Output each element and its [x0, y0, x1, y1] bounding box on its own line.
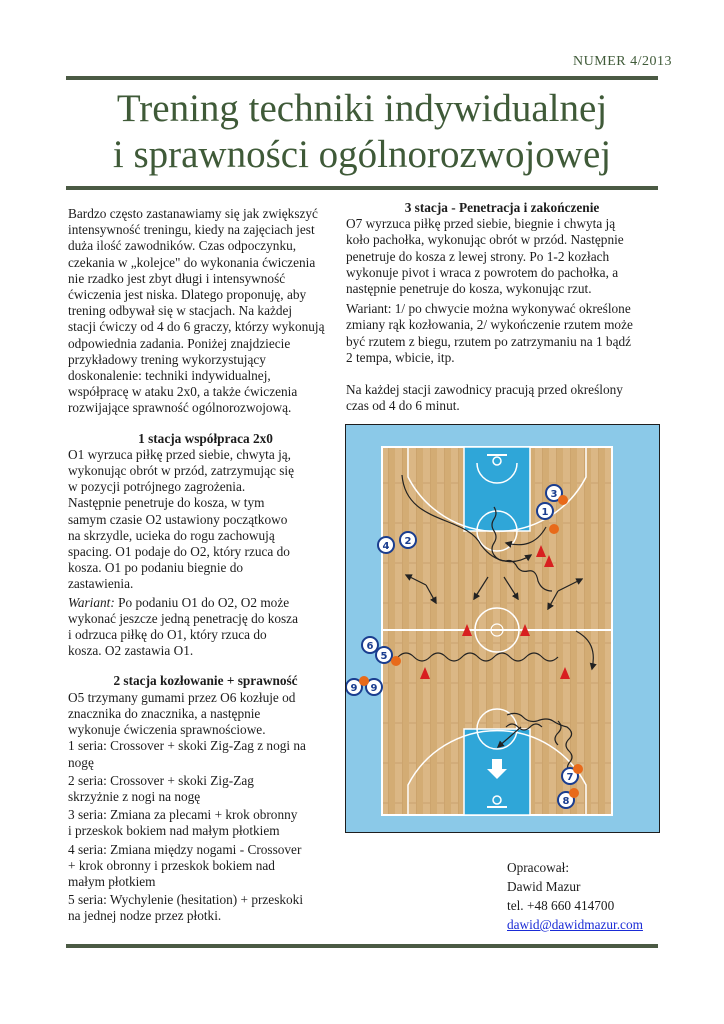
svg-text:6: 6 — [366, 641, 374, 652]
closing-note: Na każdej stacji zawodnicy pracują przed określony czas od 4 do 6 minut. — [346, 382, 623, 414]
author-email-link[interactable]: dawid@dawidmazur.com — [507, 917, 643, 932]
series-5: 5 seria: Wychylenie (hesitation) + przeskoki na jednej nodze przez płotki. — [68, 892, 304, 924]
svg-text:7: 7 — [566, 772, 574, 783]
station3-heading: 3 stacja - Penetracja i zakończenie — [404, 200, 600, 215]
top-rule — [66, 76, 658, 80]
svg-text:8: 8 — [562, 796, 570, 807]
intro-paragraph: Bardzo często zastanawiamy się jak zwiększyć intensywność treningu, kiedy na zajęciach jest duża ilość zawodników. Czas odpoczynku, czekania w „kolejce" do wykonania ćwiczenia nie rzadko jest zbyt długi i intensywność ćwiczenia jest niska. Dlatego proponuję, aby trening odbywał się w stacjach. Na każdej stacji ćwiczy od 4 do 6 graczy, którzy wykonują odpowiednia zadania. Poniżej znajdziecie przykładowy trening wykorzystujący doskonalenie: techniki indywidualnej, współpracę w ataku 2x0, a także ćwiczenia rozwijające sprawność ogólnorozwojową. — [68, 206, 325, 416]
svg-text:4: 4 — [382, 541, 390, 552]
station2-heading: 2 stacja kozłowanie + sprawność — [113, 673, 298, 689]
left-column — [68, 206, 343, 925]
page-title — [66, 86, 658, 178]
author-name: Dawid Mazur — [507, 879, 581, 894]
top-paint — [464, 447, 530, 531]
station3-body: O7 wyrzuca piłkę przed siebie, biegnie i chwyta ją koło pachołka, wykonując obrót w przód. Następnie penetruje do kosza z lewej strony. Po 1-2 kozłach wykonuje pivot i wraca z powrotem do pachołka, a następnie penetruje do kosza, wykonując rzut. — [346, 216, 624, 297]
svg-text:9: 9 — [370, 683, 378, 694]
court-svg — [346, 425, 659, 832]
series-3: 3 seria: Zmiana za plecami + krok obronny i przeskok bokiem nad małym płotkiem — [68, 807, 298, 839]
station1-variant: Wariant: Po podaniu O1 do O2, O2 może wykonać jeszcze jedną penetrację do kosza i odrzuca piłkę do O1, który rzuca do kosza. O2 zastawia O1. — [68, 594, 298, 659]
title-line-2: i sprawności ogólnorozwojowej — [112, 133, 612, 176]
player-5 — [376, 647, 392, 663]
station3-variant: Wariant: 1/ po chwycie można wykonywać określone zmiany rąk kozłowania, 2/ wykończenie rzutem może być rzutem z biegu, rzutem po zatrzymaniu na 1 bądź 2 tempa, wbicie, itp. — [346, 301, 633, 365]
station1-heading: 1 stacja współpraca 2x0 — [138, 430, 273, 446]
bottom-rule — [66, 944, 658, 948]
station1-body: O1 wyrzuca piłkę przed siebie, chwyta ją, wykonując obrót w przód, zatrzymując się w pozycji potrójnego zagrożenia. Następnie penetruje do kosza, w tym samym czasie O2 ustawiony początkowo na skrzydle, ucieka do rogu zachowują spacing. O1 podaje do O2, który rzuca do kosza. O1 po podaniu biegnie do zastawienia. — [68, 446, 294, 592]
svg-text:1: 1 — [541, 507, 549, 518]
title-line-1: Trening techniki indywidualnej — [116, 87, 608, 130]
svg-text:2: 2 — [404, 536, 412, 547]
title-rule — [66, 186, 658, 190]
right-column — [346, 200, 658, 414]
court-diagram — [345, 424, 660, 833]
player-4 — [378, 537, 394, 553]
author-phone: tel. +48 660 414700 — [507, 898, 615, 913]
svg-text:9: 9 — [350, 683, 358, 694]
player-1 — [537, 503, 553, 519]
player-6 — [362, 637, 378, 653]
svg-text:3: 3 — [550, 489, 558, 500]
author-credit — [507, 858, 643, 934]
credit-label: Opracował: — [507, 860, 570, 875]
series-4: 4 seria: Zmiana między nogami - Crossover + krok obronny i przeskok bokiem nad małym płotkiem — [68, 841, 302, 889]
svg-text:5: 5 — [380, 651, 388, 662]
issue-number: NUMER 4/2013 — [573, 54, 672, 69]
series-2: 2 seria: Crossover + skoki Zig-Zag skrzyżnie z nogi na nogę — [68, 772, 254, 804]
player-2 — [400, 532, 416, 548]
station2-body: O5 trzymany gumami przez O6 kozłuje od znacznika do znacznika, a następnie wykonuje ćwiczenia sprawnościowe. — [68, 689, 296, 738]
series-1: 1 seria: Crossover + skoki Zig-Zag z nogi na nogę — [68, 738, 306, 770]
